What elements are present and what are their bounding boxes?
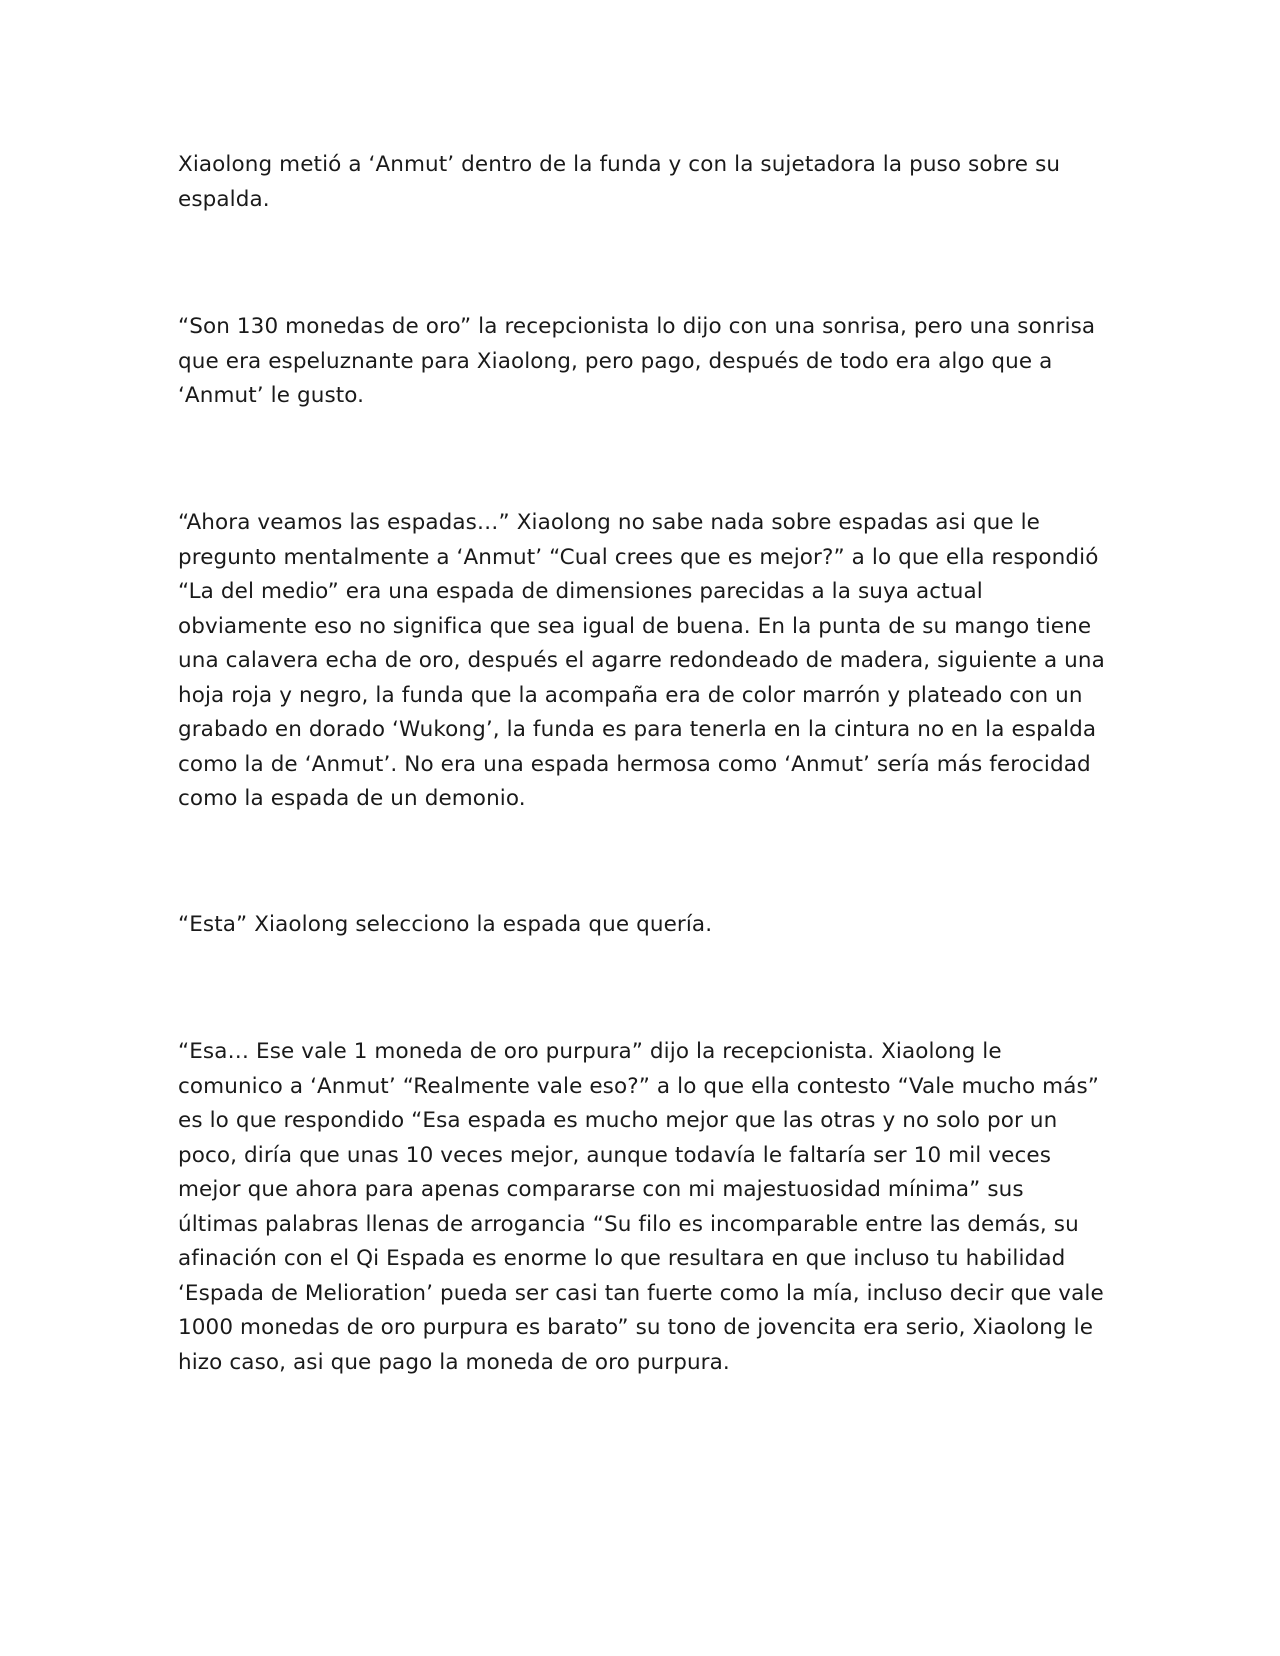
paragraph: “Ahora veamos las espadas…” Xiaolong no sabe nada sobre espadas asi que le pregunto mentalmente a ‘Anmut’ “Cual crees que es mejor?” a lo que ella respondió “La del medio” era una espada de dimensiones parecidas a la suya actual obviamente eso no significa que sea igual de buena. En la punta de su mango tiene una calavera echa de oro, después el agarre redondeado de madera, siguiente a una hoja roja y negro, la funda que la acompaña era de color marrón y plateado con un grabado en dorado ‘Wukong’, la funda es para tenerla en la cintura no en la espalda como la de ‘Anmut’. No era una espada hermosa como ‘Anmut’ sería más ferocidad como la espada de un demonio. [178, 510, 1105, 811]
paragraph: “Esa… Ese vale 1 moneda de oro purpura” dijo la recepcionista. Xiaolong le comunico a ‘Anmut’ “Realmente vale eso?” a lo que ella contesto “Vale mucho más” es lo que respondido “Esa espada es mucho mejor que las otras y no solo por un poco, diría que unas 10 veces mejor, aunque todavía le faltaría ser 10 mil veces mejor que ahora para apenas compararse con mi majestuosidad mínima” sus últimas palabras llenas de arrogancia “Su filo es incomparable entre las demás, su afinación con el Qi Espada es enorme lo que resultara en que incluso tu habilidad ‘Espada de Melioration’ pueda ser casi tan fuerte como la mía, incluso decir que vale 1000 monedas de oro purpura es barato” su tono de jovencita era serio, Xiaolong le hizo caso, asi que pago la moneda de oro purpura. [178, 1039, 1104, 1375]
paragraph: “Son 130 monedas de oro” la recepcionista lo dijo con una sonrisa, pero una sonrisa que era espeluznante para Xiaolong, pero pago, después de todo era algo que a ‘Anmut’ le gusto. [178, 314, 1096, 408]
paragraph: “Esta” Xiaolong selecciono la espada que quería. [178, 912, 713, 937]
paragraph: Xiaolong metió a ‘Anmut’ dentro de la funda y con la sujetadora la puso sobre su espalda. [178, 152, 1061, 212]
